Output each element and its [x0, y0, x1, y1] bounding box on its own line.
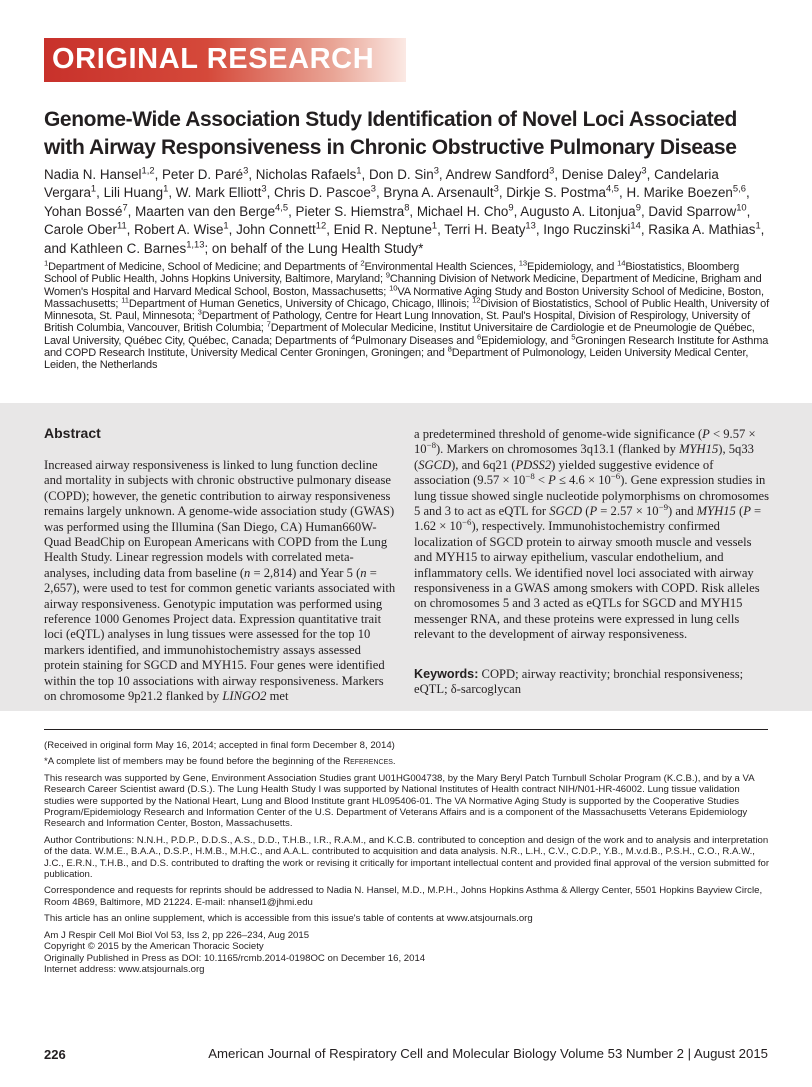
funding-statement: This research was supported by Gene, Environment Association Studies grant U01HG004738, by the Mary Beryl Patch Turnbull Scholar Program (K.C.B.), and by a VA Research Career Scientist award (D.S.). The Lung Health Study I was supported by National Institutes of Health contract NIH/N01-HR-46002. Lung tissue validation studies were supported by the National Heart, Lung and Blood Institute grant HL095406-01. The VA Normative Aging Study is supported by the Cooperative Studies Program/Epidemiology Research and Information Center of the U.S. Department of Veterans Affairs and is a component of the Massachusetts Veterans Epidemiology Research and Information Center, Boston, Massachusetts.	[44, 772, 755, 830]
author-list: Nadia N. Hansel$^{1,2}$, Peter D. Paré$^3$, Nicholas Rafaels$^1$, Don D. Sin$^3$, Andrew Sandford$^3$, Denise Daley$^3$, Candelaria Vergara$^1$, Lili Huang$^1$, W. Mark Elliott$^3$, Chris D. Pascoe$^3$, Bryna A. Arsenault$^3$, Dirkje S. Postma$^{4,5}$, H. Marike Boezen$^{5,6}$, Yohan Bossé$^7$, Maarten van den Berge$^{4,5}$, Pieter S. Hiemstra$^8$, Michael H. Cho$^9$, Augusto A. Litonjua$^9$, David Sparrow$^{10}$, Carole Ober$^{11}$, Robert A. Wise$^1$, John Connett$^{12}$, Enid R. Neptune$^1$, Terri H. Beaty$^{13}$, Ingo Ruczinski$^{14}$, Rasika A. Mathias$^1$, and Kathleen C. Barnes$^{1,13}$; on behalf of the Lung Health Study*	[44, 165, 765, 256]
keywords-label: Keywords:	[414, 667, 479, 681]
internet-address: Internet address: www.atsjournals.org	[44, 963, 205, 975]
doi: Originally Published in Press as DOI: 10.1165/rcmb.2014-0198OC on December 16, 2014	[44, 952, 426, 964]
members-note: *A complete list of members may be found before the beginning of the References.	[44, 756, 396, 768]
keywords-list: COPD; airway reactivity; bronchial responsiveness; eQTL; δ-sarcoglycan	[414, 667, 744, 697]
page-number: 226	[44, 1047, 66, 1062]
journal-footer: American Journal of Respiratory Cell and Molecular Biology Volume 53 Number 2 | August 2015	[208, 1046, 768, 1061]
article-title: Genome-Wide Association Study Identification of Novel Loci Associated with Airway Responsiveness in Chronic Obstructive Pulmonary Disease	[44, 108, 737, 159]
online-supplement-note: This article has an online supplement, which is accessible from this issue's table of contents at www.atsjournals.org	[44, 913, 533, 925]
abstract-text-left-column: Increased airway responsiveness is linked to lung function decline and mortality in subjects with chronic obstructive pulmonary disease (COPD); however, the genetic contribution to airway responsiveness remains largely unknown. A genome-wide association study (GWAS) was performed using the Illumina (San Diego, CA) Human660W-Quad BeadChip on European Americans with COPD from the Lung Health Study. Linear regression models with correlated meta-analyses, including data from baseline (n = 2,814) and Year 5 (n = 2,657), were used to test for common genetic variants associated with airway responsiveness. Genotypic imputation was performed using reference 1000 Genomes Project data. Expression quantitative trait loci (eQTL) analyses in lung tissues were assessed for the top 10 markers identified, and immunohistochemistry assays assessed protein staining for SGCD and MYH15. Four genes were identified within the top 10 associations with airway responsiveness. Markers on chromosome 9p21.2 flanked by LINGO2 met	[44, 458, 396, 704]
affiliations: $^1$Department of Medicine, School of Medicine; and Departments of $^2$Environmental Health Sciences, $^{13}$Epidemiology, and $^{14}$Biostatistics, Bloomberg School of Public Health, Johns Hopkins University, Baltimore, Maryland; $^9$Channing Division of Network Medicine, Department of Medicine, Brigham and Women's Hospital and Harvard Medical School, Boston, Massachusetts; $^{10}$VA Normative Aging Study and Boston University School of Medicine, Boston, Massachusetts; $^{11}$Department of Human Genetics, University of Chicago, Chicago, Illinois; $^{12}$Division of Biostatistics, School of Public Health, University of Minnesota, St. Paul, Minnesota; $^3$Department of Pathology, Centre for Heart Lung Innovation, St. Paul's Hospital, Division of Respirology, University of British Columbia, Vancouver, British Columbia; $^7$Department of Molecular Medicine, Institut Universitaire de Cardiologie et de Pneumologie de Québec, Laval University, Québec City, Québec, Canada; Departments of $^4$Pulmonary Diseases and $^6$Epidemiology, and $^5$Groningen Research Institute for Asthma and COPD Research Institute, University Medical Center Groningen, Groningen; and $^8$Department of Pulmonology, Leiden University Medical Center, Leiden, the Netherlands	[44, 258, 769, 372]
author-contributions: Author Contributions: N.N.H., P.D.P., D.D.S., A.S., D.D., T.H.B., I.R., R.A.M., and K.C.B. contributed to conception and design of the work and to analysis and interpretation of the data. W.M.E., B.A.A., D.S.P., H.M.B., M.H.C., and A.A.L. contributed to acquisition and data analysis. N.R., L.H., C.V., C.D.P., Y.B., M.v.d.B., P.S.H., C.O., R.A.W., J.C., E.R.N., T.H.B., and D.S. contributed to drafting the work or revising it critically for important intellectual content and provided final approval of the version submitted for publication.	[44, 834, 770, 881]
keywords	[414, 667, 772, 698]
article-type-banner	[44, 38, 406, 82]
footnotes	[44, 740, 772, 975]
abstract-text-right-column: a predetermined threshold of genome-wide significance $(P < 9.57 \times 10^{-8})$. Markers on chromosomes 3q13.1 (flanked by MYH15), 5q33 (SGCD), and 6q21 (PDSS2) yielded suggestive evidence of association $(9.57 \times 10^{-8} < P \le 4.6 \times 10^{-6})$. Gene expression studies in lung tissue showed single nucleotide polymorphisms on chromosomes 5 and 3 to act as eQTL for SGCD $(P = 2.57 \times 10^{-9})$ and MYH15 $(P = 1.62 \times 10^{-6})$, respectively. Immunohistochemistry confirmed localization of SGCD protein to airway smooth muscle and vessels and MYH15 to airway epithelium, vascular endothelium, and inflammatory cells. We identified novel loci associated with airway responsiveness in a GWAS among smokers with COPD. Risk alleles on chromosomes 5 and 3 acted as eQTLs for SGCD and MYH15 messenger RNA, and these proteins were expressed in lung cells relevant to the development of airway responsiveness.	[414, 427, 770, 642]
citation: Am J Respir Cell Mol Biol Vol 53, Iss 2, pp 226–234, Aug 2015	[44, 929, 310, 941]
copyright: Copyright © 2015 by the American Thoracic Society	[44, 941, 264, 953]
footnote-divider	[44, 729, 768, 730]
correspondence: Correspondence and requests for reprints should be addressed to Nadia N. Hansel, M.D., M.P.H., Johns Hopkins Asthma & Allergy Center, 5501 Hopkins Bayview Circle, Room 4B69, Baltimore, MD 21224. E-mail: nhansel1@jhmi.edu	[44, 885, 763, 908]
abstract-heading: Abstract	[44, 425, 101, 441]
received-dates: (Received in original form May 16, 2014; accepted in final form December 8, 2014)	[44, 740, 395, 751]
article-type-label: ORIGINAL RESEARCH	[52, 43, 375, 75]
